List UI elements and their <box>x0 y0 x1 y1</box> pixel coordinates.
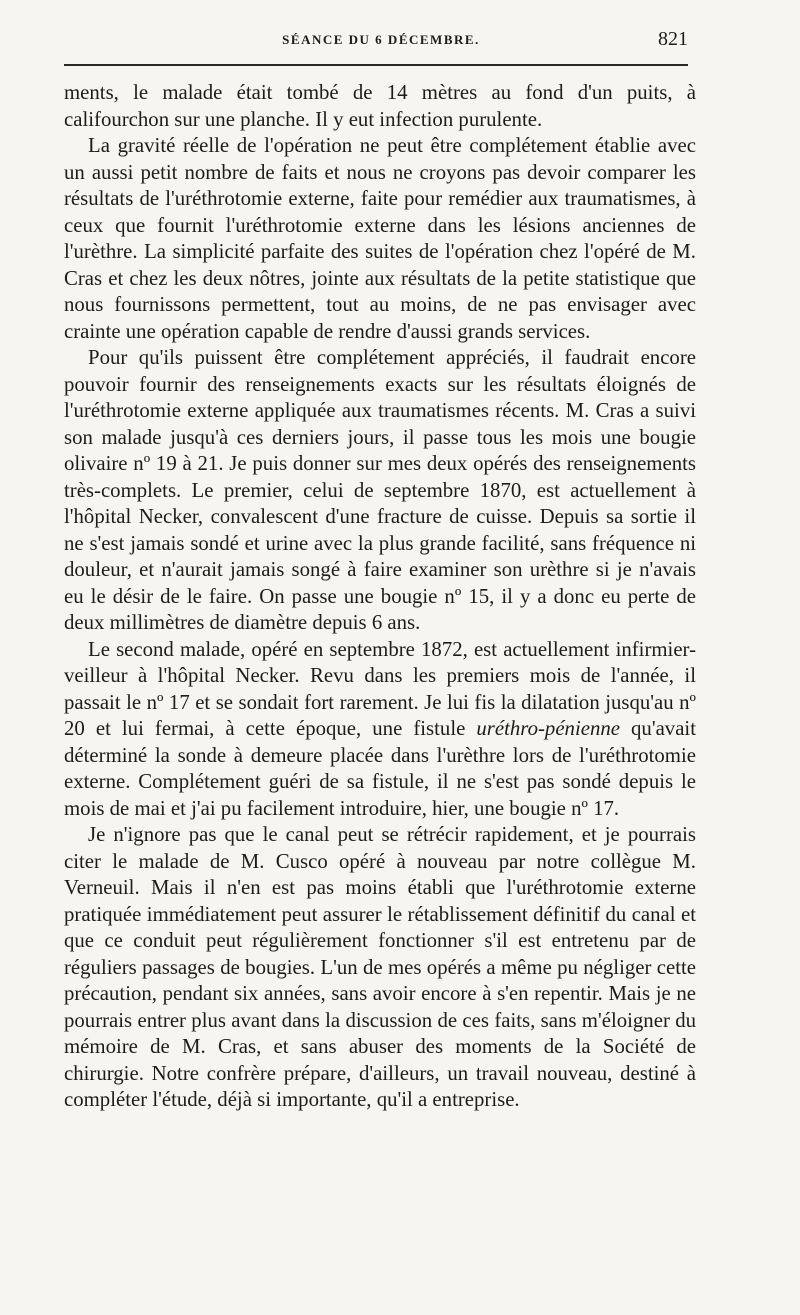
body-text <box>64 80 696 1114</box>
paragraph-4-part-b: qu'avait déterminé la sonde à demeure placée dans l'urèthre lors de l'uréthrotomie externe. Complétement guéri de sa fistule, il ne s'est pas sondé depuis le mois de mai et j'ai pu facilement introduire, hier, une bougie nº 17. <box>64 717 696 820</box>
header-rule <box>64 64 688 66</box>
paragraph-1: ments, le malade était tombé de 14 mètres au fond d'un puits, à califourchon sur une planche. Il y eut infection purulente. <box>64 81 696 131</box>
paragraph-2: La gravité réelle de l'opération ne peut être complétement établie avec un aussi petit nombre de faits et nous ne croyons pas devoir comparer les résultats de l'uréthrotomie externe, faite pour remédier aux traumatismes, à ceux que fournit l'uréthrotomie externe dans les lésions anciennes de l'urèthre. La simplicité parfaite des suites de l'opération chez l'opéré de M. Cras et chez les deux nôtres, jointe aux résultats de la petite statistique que nous fournissons permettent, tout au moins, de ne pas envisager avec crainte une opération capable de rendre d'aussi grands services. <box>64 134 696 343</box>
running-header <box>66 30 696 58</box>
paragraph-3: Pour qu'ils puissent être complétement appréciés, il faudrait encore pouvoir fournir des renseignements exacts sur les résultats éloignés de l'uréthrotomie externe appliquée aux traumatismes récents. M. Cras a suivi son malade jusqu'à ces derniers jours, il passe tous les mois une bougie olivaire nº 19 à 21. Je puis donner sur mes deux opérés des renseignements très-complets. Le premier, celui de septembre 1870, est actuellement à l'hôpital Necker, convalescent d'une fracture de cuisse. Depuis sa sortie il ne s'est jamais sondé et urine avec la plus grande facilité, sans fréquence ni douleur, et n'aurait jamais songé à faire examiner son urèthre si je n'avais eu le désir de le faire. On passe une bougie nº 15, il y a donc eu perte de deux millimètres de diamètre depuis 6 ans. <box>64 346 696 634</box>
paragraph-5: Je n'ignore pas que le canal peut se rétrécir rapidement, et je pourrais citer le malade de M. Cusco opéré à nouveau par notre collègue M. Verneuil. Mais il n'en est pas moins établi que l'uréthrotomie externe pratiquée immédiatement peut assurer le rétablissement définitif du canal et que ce conduit peut régulièrement fonctionner s'il est entretenu par de réguliers passages de bougies. L'un de mes opérés a même pu négliger cette précaution, pendant six années, sans avoir encore à s'en repentir. Mais je ne pourrais entrer plus avant dans la discussion de ces faits, sans m'éloigner du mémoire de M. Cras, et sans abuser des moments de la Société de chirurgie. Notre confrère prépare, d'ailleurs, un travail nouveau, destiné à compléter l'étude, déjà si importante, qu'il a entreprise. <box>64 823 696 1111</box>
italic-term: uréthro-pénienne <box>476 717 620 740</box>
page-number: 821 <box>658 28 688 50</box>
paragraph-4-part-a: Le second malade, opéré en septembre 1872, est actuellement infirmier-veilleur à l'hôpital Necker. Revu dans les premiers mois de l'année, il passait le nº 17 et se sondait fort rarement. Je lui fis la dilatation jusqu'au nº 20 et lui fermai, à cette époque, une fistule <box>64 637 696 740</box>
paragraph-4 <box>64 637 696 823</box>
header-title: SÉANCE DU 6 DÉCEMBRE. <box>282 32 480 47</box>
